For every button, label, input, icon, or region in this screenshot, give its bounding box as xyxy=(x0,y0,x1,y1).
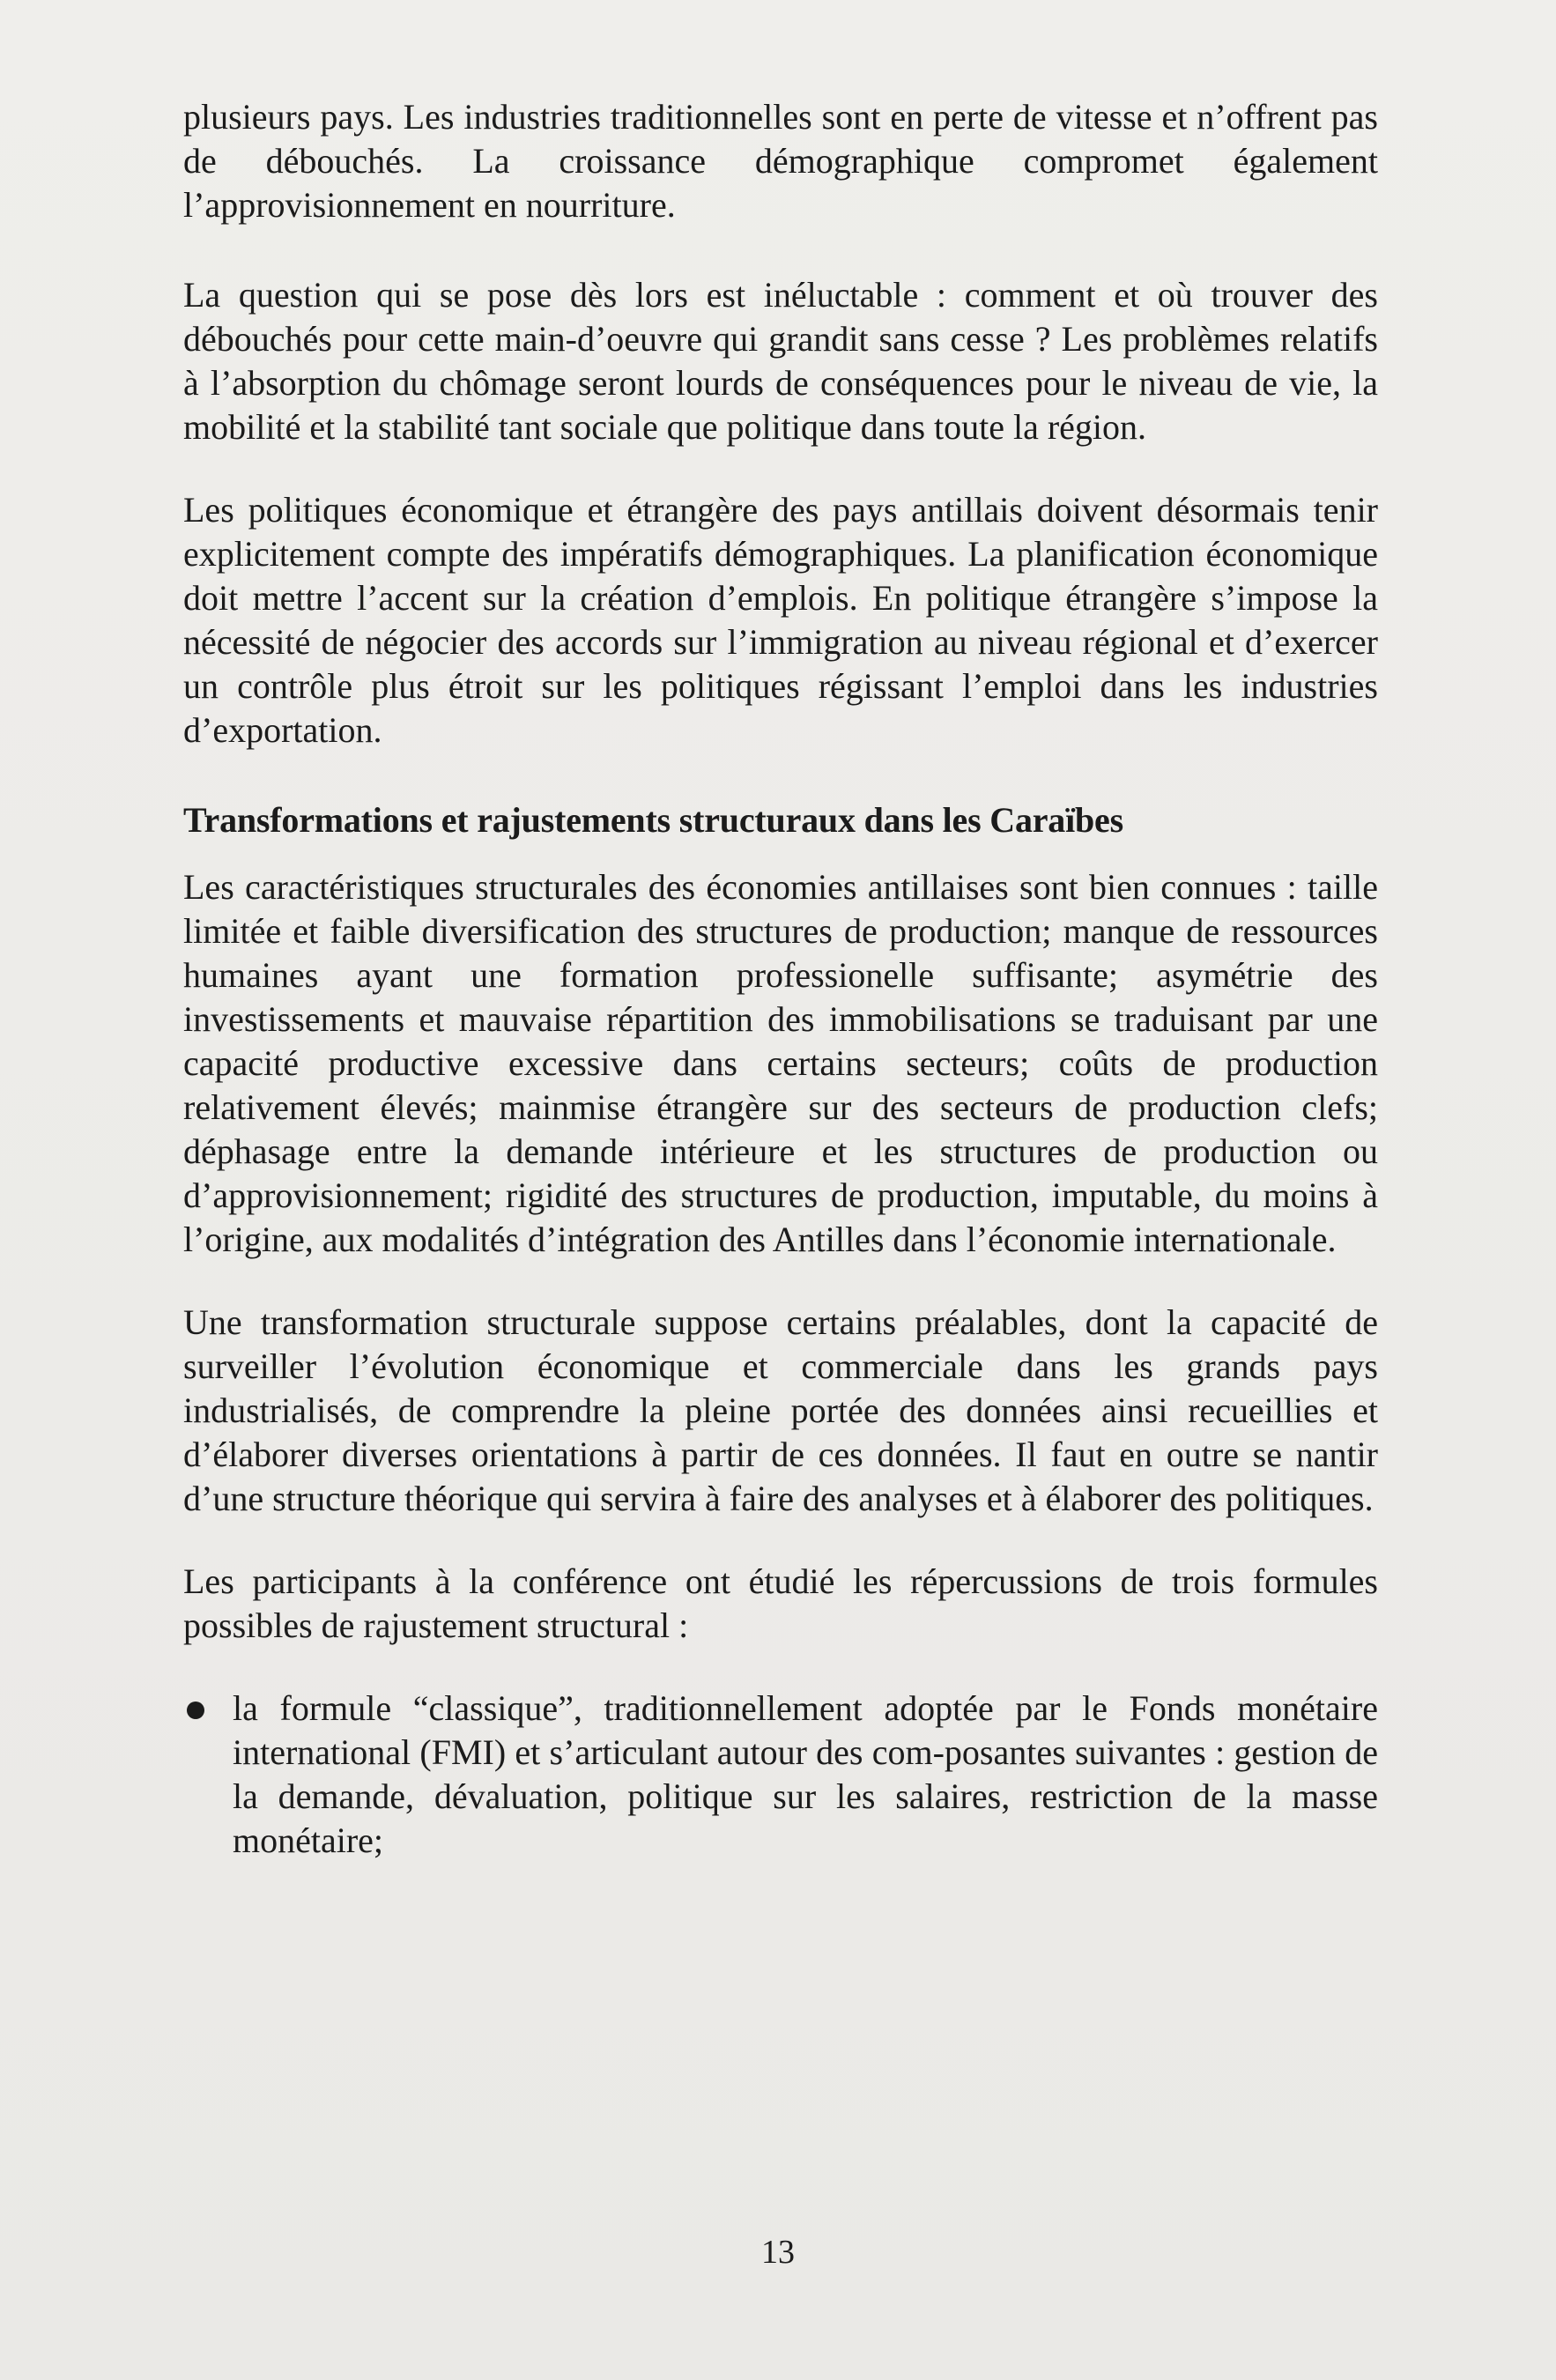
bullet-icon xyxy=(187,1702,204,1719)
page-number: 13 xyxy=(761,2234,795,2271)
paragraph-4: Les caractéristiques structurales des économies antillaises sont bien connues : taille limitée et faible diversification des structures de production; manque de ressources humaines ayant une formation professionelle suffisante; asymétrie des investissements et mauvaise répartition des immobilisations se traduisant par une capacité productive excessive dans certains secteurs; coûts de production relativement élevés; mainmise étrangère sur des secteurs de production clefs; déphasage entre la demande intérieure et les structures de production ou d’approvisionnement; rigidité des structures de production, imputable, du moins à l’origine, aux modalités d’intégration des Antilles dans l’économie internationale. xyxy=(183,867,1378,1259)
paragraph-6: Les participants à la conférence ont étudié les répercussions de trois formules possibles de rajustement structural : xyxy=(183,1561,1378,1645)
paragraph-1: plusieurs pays. Les industries traditionnelles sont en perte de vitesse et n’offrent pas de débouchés. La croissance démographique compromet également l’approvisionnement en nourriture. xyxy=(183,97,1378,225)
paragraph-2: La question qui se pose dès lors est inéluctable : comment et où trouver des débouchés pour cette main-d’oeuvre qui grandit sans cesse ? Les problèmes relatifs à l’absorption du chômage seront lourds de conséquences pour le niveau de vie, la mobilité et la stabilité tant sociale que politique dans toute la région. xyxy=(183,275,1378,447)
bullet-text: la formule “classique”, traditionnellement adoptée par le Fonds monétaire international (FMI) et s’articulant autour des com-posantes suivantes : gestion de la demande, dévaluation, politique sur les salaires, restriction de la masse monétaire; xyxy=(233,1688,1378,1860)
section-heading: Transformations et rajustements structuraux dans les Caraïbes xyxy=(183,800,1123,840)
paragraph-3: Les politiques économique et étrangère des pays antillais doivent désormais tenir explicitement compte des impératifs démographiques. La planification économique doit mettre l’accent sur la création d’emplois. En politique étrangère s’impose la nécessité de négocier des accords sur l’immigration au niveau régional et d’exercer un contrôle plus étroit sur les politiques régissant l’emploi dans les industries d’exportation. xyxy=(183,490,1378,750)
bullet-list-item xyxy=(183,1687,1378,1863)
page-body xyxy=(183,95,1378,1863)
paragraph-5: Une transformation structurale suppose certains préalables, dont la capacité de surveiller l’évolution économique et commerciale dans les grands pays industrialisés, de comprendre la pleine portée des données ainsi recueillies et d’élaborer diverses orientations à partir de ces données. Il faut en outre se nantir d’une structure théorique qui servira à faire des analyses et à élaborer des politiques. xyxy=(183,1302,1378,1518)
